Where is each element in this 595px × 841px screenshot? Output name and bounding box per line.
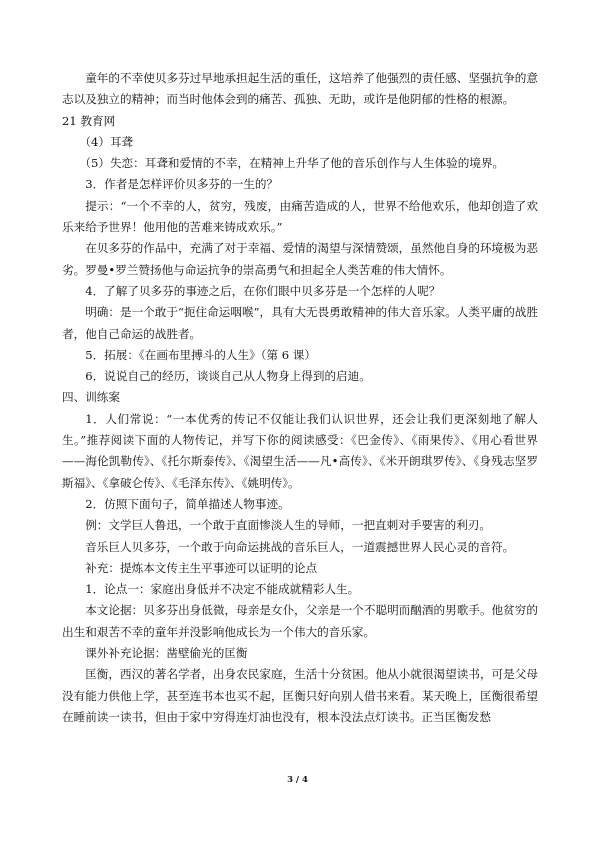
argument-1: 1．论点一：家庭出身低并不决定不能成就精彩人生。 (85, 582, 360, 597)
example-sentence: 例：文学巨人鲁迅，一个敢于直面惨淡人生的导师，一把直刺对手要害的利刃。 (85, 518, 491, 533)
question-3: 3．作者是怎样评价贝多芬的一生的？ (85, 177, 279, 192)
watermark-text: 21 教育网 (62, 113, 116, 128)
evidence-paragraph: 本文论据：贝多芬出身低微，母亲是女仆，父亲是一个不聪明而酗酒的男歌手。他贫穷的出生和艰苦不幸的童年并没影响他成长为一个伟大的音乐家。 (62, 603, 538, 639)
page-number: 3 / 4 (287, 775, 308, 785)
extra-evidence-title: 课外补充论据：凿壁偷光的匡衡 (85, 646, 248, 661)
list-item-heartbreak: （5）失恋：耳聋和爱情的不幸，在精神上升华了他的音乐创作与人生体验的境界。 (79, 156, 505, 171)
hint-paragraph: 提示：“一个不幸的人，贫穷，残废，由痛苦造成的人，世界不给他欢乐，他却创造了欢乐来给予世界！他用他的苦难来铸成欢乐。” (62, 198, 538, 235)
list-item-deafness: （4）耳聋 (79, 134, 134, 149)
supplement-heading: 补充：提炼本文传主生平事迹可以证明的论点 (85, 560, 318, 575)
question-4: 4．了解了贝多芬的事迹之后，在你们眼中贝多芬是一个怎样的人呢？ (85, 283, 441, 298)
item-6-reflection: 6．说说自己的经历，谈谈自己从人物身上得到的启迪。 (85, 369, 371, 384)
paragraph-works: 在贝多芬的作品中，充满了对于幸福、爱情的渴望与深情赞颂，虽然他自身的环境极为恶劣。罗曼•罗兰赞扬他与命运抗争的崇高勇气和担起全人类苦难的伟大情怀。 (62, 241, 538, 277)
exercise-2: 2．仿照下面句子，简单描述人物事迹。 (85, 496, 290, 511)
paragraph-childhood-impact: 童年的不幸使贝多芬过早地承担起生活的重任，这培养了他强烈的责任感、坚强抗争的意志以及独立的精神；而当时他体会到的痛苦、孤独、无助，或许是他阴郁的性格的根源。 (62, 71, 538, 107)
exercise-1: 1．人们常说：“一本优秀的传记不仅能让我们认识世界，还会让我们更深刻地了解人生。”推荐阅读下面的人物传记，并写下你的阅读感受：《巴金传》、《雨果传》、《用心看世界——海伦凯勒传》、《托尔斯泰传》、《渴望生活——凡•高传》、《米开朗琪罗传》、《身残志坚罗斯福》、《拿破仑传》、《毛泽东传》、《姚明传》。 (62, 411, 538, 490)
answer-paragraph: 明确：是一个敢于“扼住命运咽喉”，具有大无畏勇敢精神的伟大音乐家。人类平庸的战胜者，他自己命运的战胜者。 (62, 305, 538, 341)
section-heading-training: 四、训练案 (62, 390, 120, 405)
story-paragraph: 匡衡，西汉的著名学者，出身农民家庭，生活十分贫困。他从小就很渴望读书，可是父母没有能力供他上学，甚至连书本也买不起，匡衡只好向别人借书来看。某天晚上，匡衡很希望在睡前读一读书，但由于家中穷得连灯油也没有，根本没法点灯读书。正当匡衡发愁 (62, 667, 538, 724)
document-body (62, 68, 538, 728)
imitation-sentence: 音乐巨人贝多芬，一个敢于向命运挑战的音乐巨人，一道震撼世界人民心灵的音符。 (85, 539, 515, 554)
item-5-extension: 5．拓展：《在画布里搏斗的人生》（第 6 课） (85, 347, 316, 362)
